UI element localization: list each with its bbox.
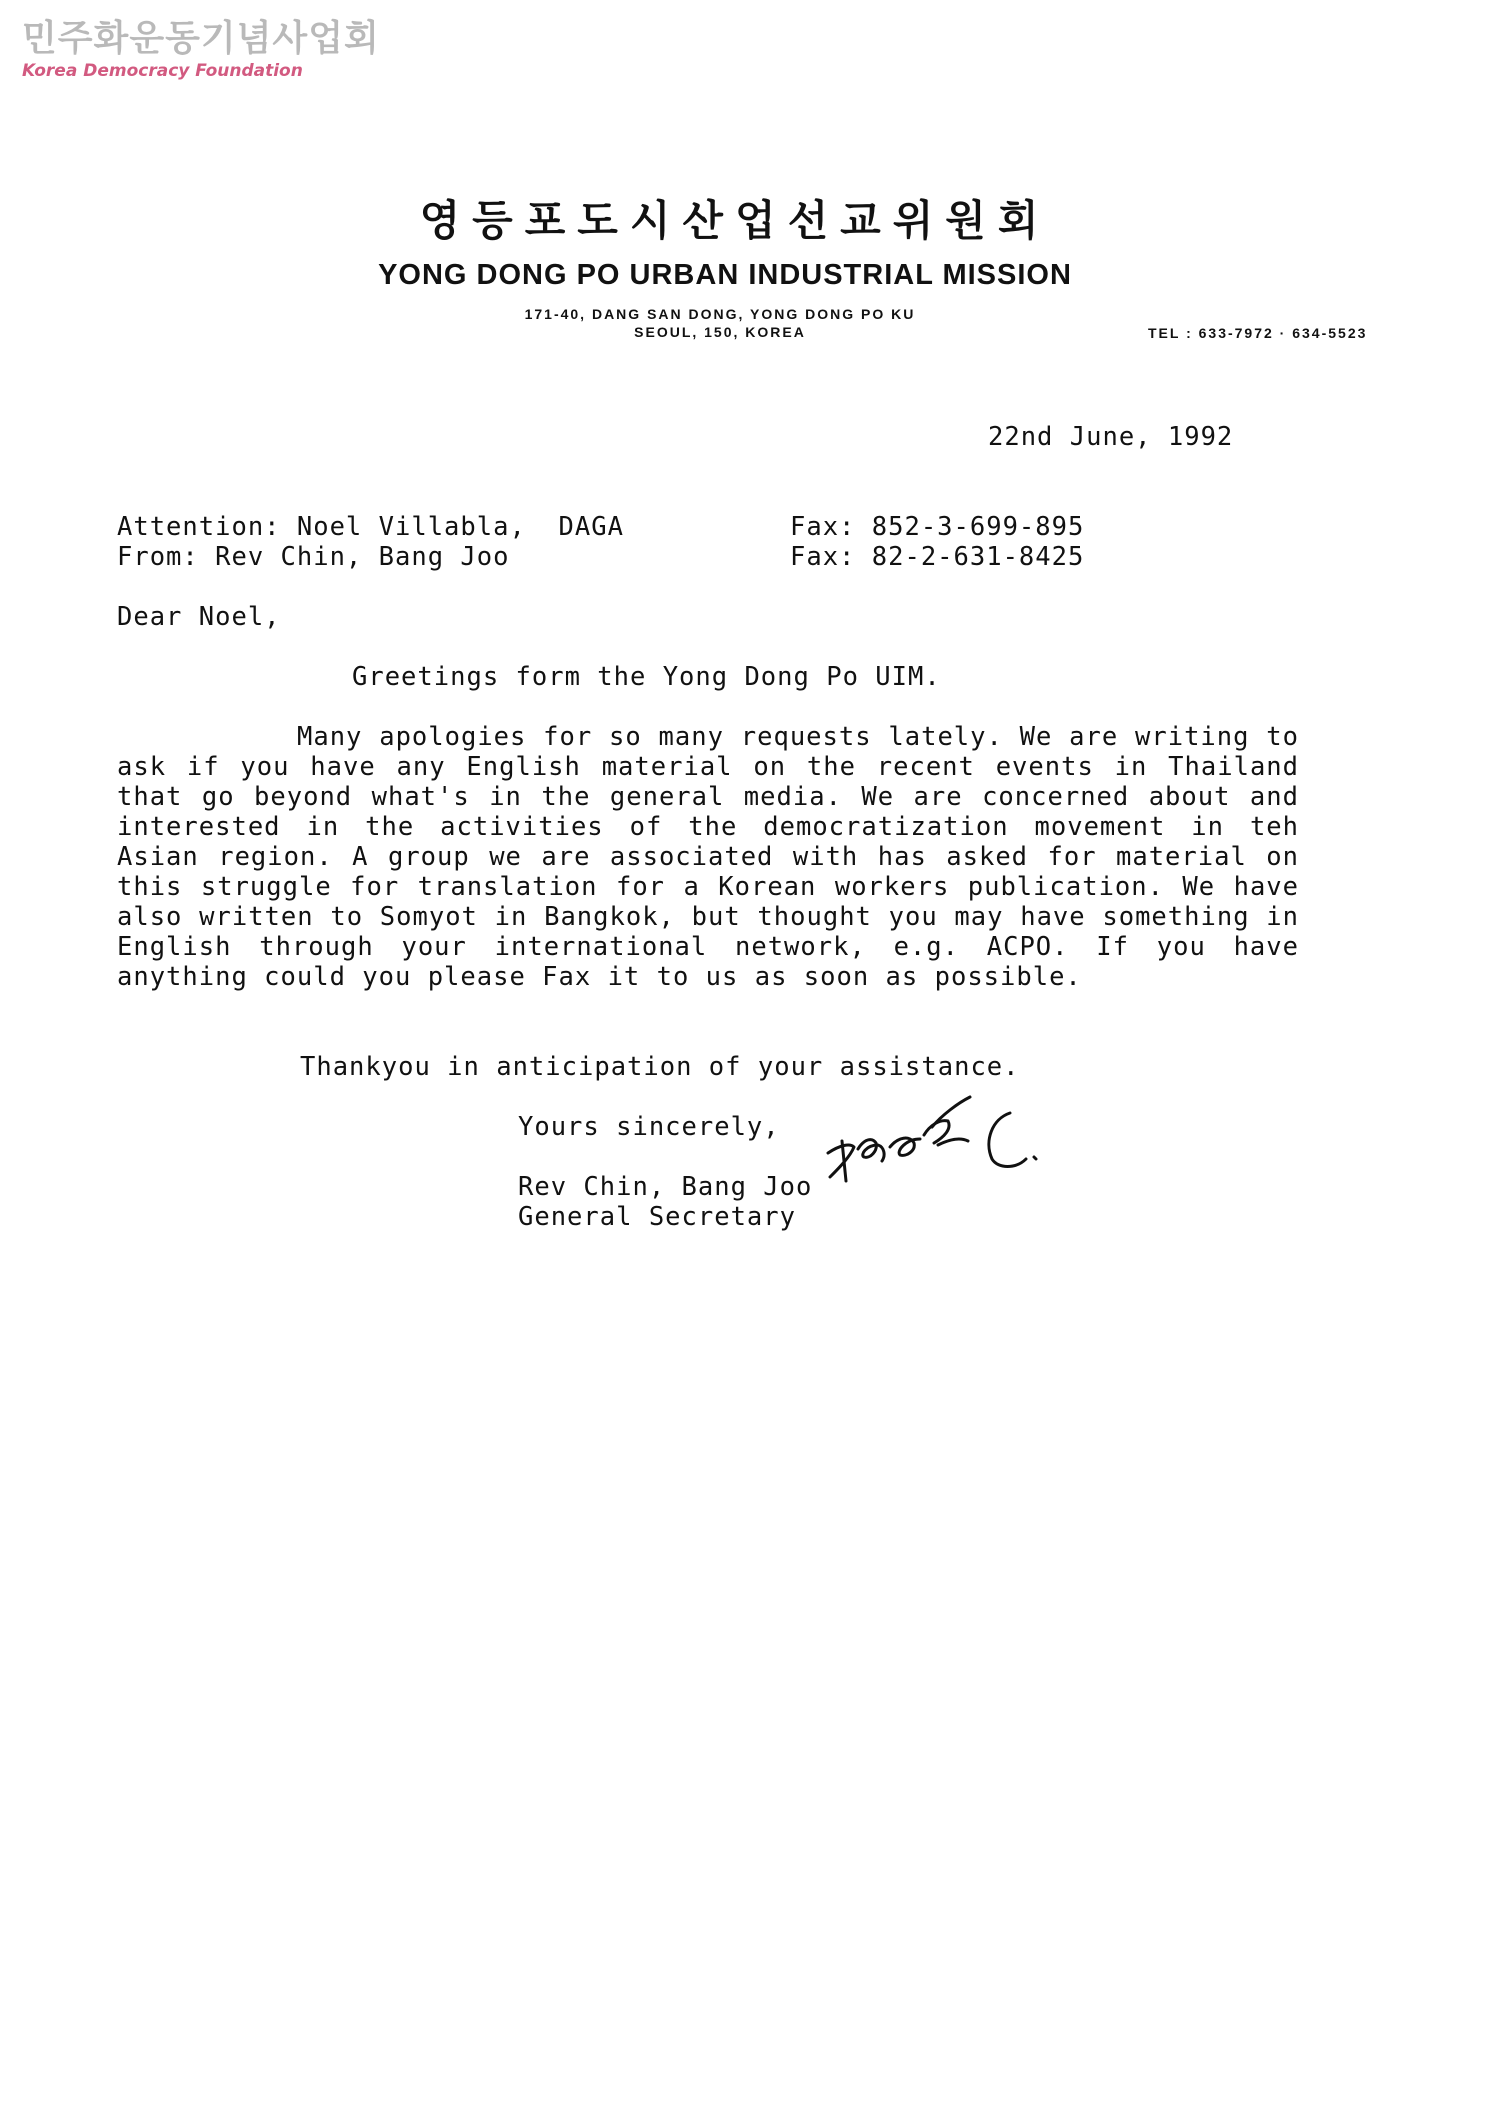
letter-date: 22nd June, 1992	[988, 422, 1234, 452]
from-fax: Fax: 82-2-631-8425	[790, 542, 1085, 572]
greeting-line: Greetings form the Yong Dong Po UIM.	[352, 662, 941, 692]
handwritten-signature	[820, 1085, 1050, 1195]
letterhead-telephone: TEL : 633-7972 · 634-5523	[1148, 325, 1368, 341]
thanks-line: Thankyou in anticipation of your assistance.	[300, 1052, 1020, 1082]
attention-fax: Fax: 852-3-699-895	[790, 512, 1085, 542]
letterhead-address-line2: SEOUL, 150, KOREA	[634, 324, 806, 340]
watermark-english-text: Korea Democracy Foundation	[22, 61, 303, 81]
letter-body: Many apologies for so many requests lately. We are writing to ask if you have any English material on the recent events in Thailand that go beyond what's in the general media. We are concerned about and interested in the activities of the democratization movement in teh Asian region. A group we are associated with has asked for material on this struggle for translation for a Korean workers publication. We have also written to Somyot in Bangkok, but thought you may have something in English through your international network, e.g. ACPO. If you have anything could you please Fax it to us as soon as possible.	[117, 722, 1299, 992]
letterhead-english-name: YONG DONG PO URBAN INDUSTRIAL MISSION	[378, 259, 1072, 291]
letterhead-korean-name: 영등포도시산업선교위원회	[419, 196, 1051, 245]
salutation: Dear Noel,	[117, 602, 281, 632]
signatory-name: Rev Chin, Bang Joo	[518, 1172, 813, 1202]
signatory-title: General Secretary	[518, 1202, 796, 1232]
from-line: From: Rev Chin, Bang Joo	[117, 542, 510, 572]
attention-line: Attention: Noel Villabla, DAGA	[117, 512, 624, 542]
watermark-logo	[22, 18, 380, 82]
closing-line: Yours sincerely,	[518, 1112, 780, 1142]
watermark-korean-text: 민주화운동기념사업회	[22, 17, 380, 59]
letterhead-address-line1: 171-40, DANG SAN DONG, YONG DONG PO KU	[524, 306, 916, 322]
